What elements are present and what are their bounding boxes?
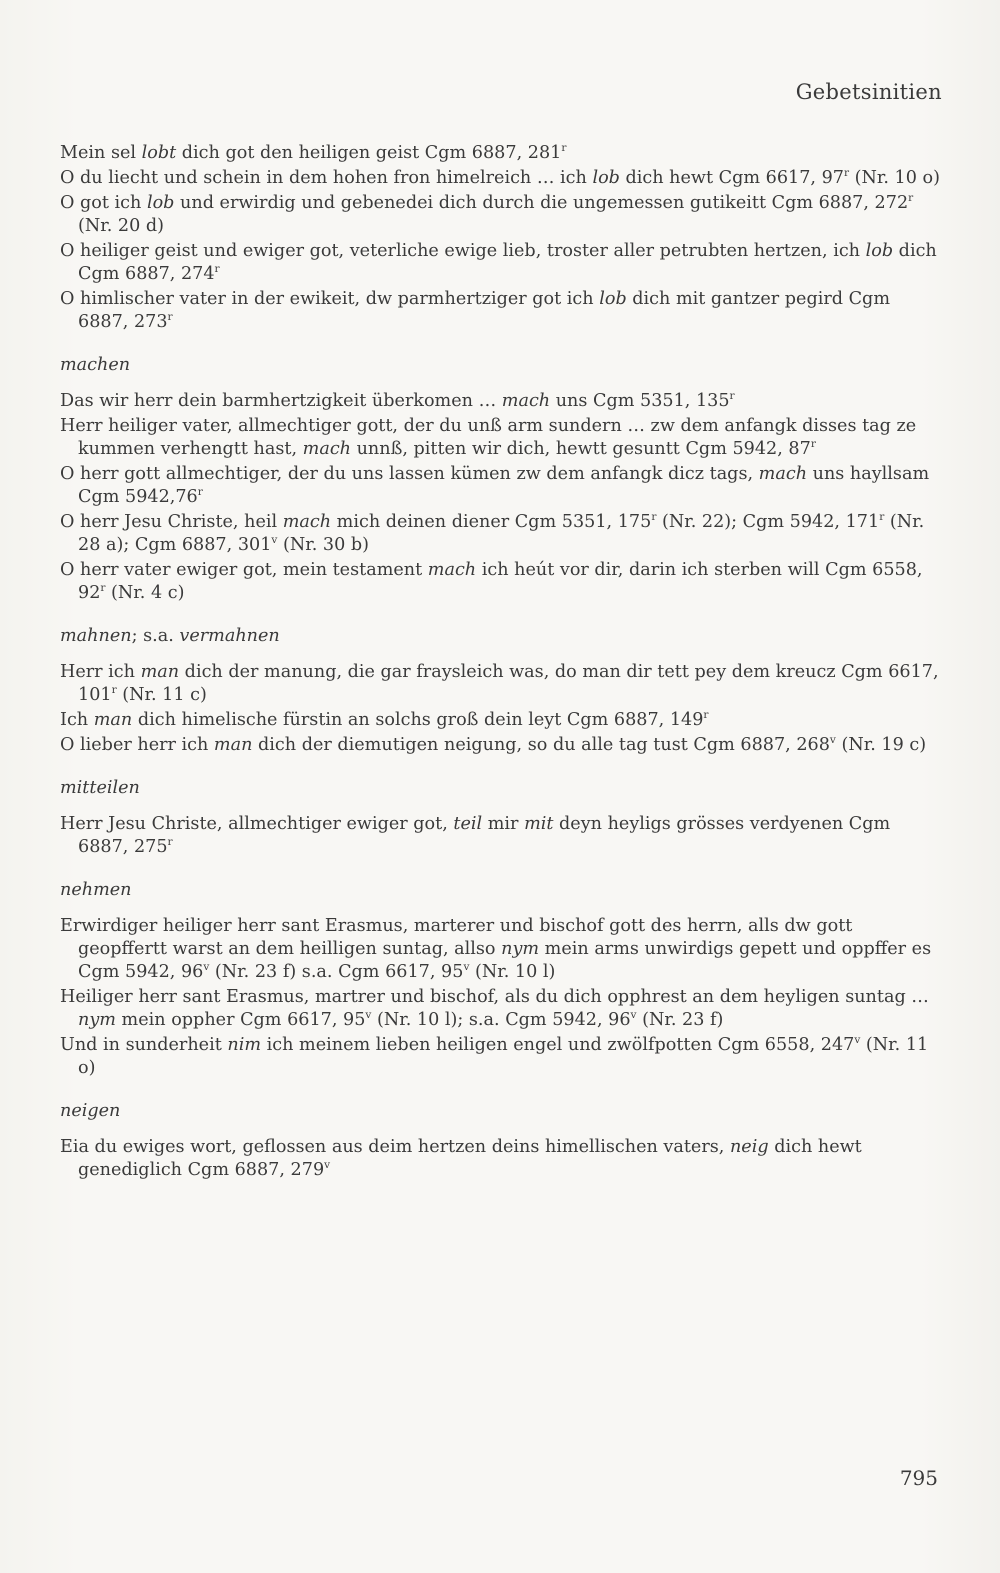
index-entry: O heiliger geist und ewiger got, veterliche ewige lieb, troster aller petrubten hertzen, ich lob dich Cgm 6887, 274$^r$	[60, 241, 937, 284]
folio-side: r	[100, 582, 106, 595]
folio-side: v	[271, 534, 278, 547]
folio-side: r	[908, 192, 914, 205]
section-heading: mahnen; s.a. vermahnen	[60, 626, 280, 646]
folio-side: r	[197, 486, 203, 499]
keyword: mach	[302, 439, 351, 459]
folio-side: v	[463, 961, 470, 974]
section-heading: mitteilen	[60, 778, 140, 798]
keyword: lob	[599, 289, 627, 309]
index-entry: Mein sel lobt dich got den heiligen geist Cgm 6887, 281$^r$	[60, 142, 567, 163]
keyword: mach	[501, 391, 551, 411]
folio-side: r	[879, 511, 885, 524]
folio-side: r	[651, 511, 657, 524]
folio-side: v	[829, 734, 836, 747]
index-entry: O lieber herr ich man dich der diemutigen neigung, so du alle tag tust Cgm 6887, 268$^v$ (Nr. 19 c)	[60, 734, 927, 755]
folio-side: r	[703, 709, 709, 722]
keyword: lob	[592, 168, 620, 188]
section-heading: neigen	[60, 1101, 121, 1121]
folio-side: v	[365, 1009, 372, 1022]
folio-side: r	[810, 438, 816, 451]
keyword: neig	[729, 1137, 769, 1157]
index-entry: Und in sunderheit nim ich meinem lieben heiligen engel und zwölfpotten Cgm 6558, 247$^v$ (Nr. 11 o)	[60, 1034, 929, 1078]
keyword: lob	[146, 193, 175, 213]
folio-side: r	[214, 263, 220, 276]
index-entry: O himlischer vater in der ewikeit, dw parmhertziger got ich lob dich mit gantzer pegird Cgm 6887, 273$^r$	[60, 289, 891, 332]
folio-side: r	[111, 684, 117, 697]
keyword: mach	[758, 464, 808, 484]
index-content	[60, 142, 942, 1184]
folio-side: r	[844, 167, 850, 180]
index-entry: O du liecht und schein in dem hohen fron himelreich … ich lob dich hewt Cgm 6617, 97$^r$ (Nr. 10 o)	[60, 167, 940, 188]
index-entry: Herr ich man dich der manung, die gar fraysleich was, do man dir tett pey dem kreucz Cgm 6617, 101$^r$ (Nr. 11 c)	[60, 662, 939, 705]
running-header: Gebetsinitien	[795, 80, 942, 104]
folio-side: v	[203, 961, 210, 974]
folio-side: v	[854, 1034, 861, 1047]
index-entry: Erwirdiger heiliger herr sant Erasmus, marterer und bischof gott des herrn, alls dw gott geopffertt warst an dem heilligen suntag, allso nym mein arms unwirdigs gepett und oppffer es Cgm 5942, 96$^v$ (Nr. 23 f) s.a. Cgm 6617, 95$^v$ (Nr. 10 l)	[60, 916, 932, 982]
index-entry: Das wir herr dein barmhertzigkeit überkomen … mach uns Cgm 5351, 135$^r$	[60, 390, 735, 411]
keyword: man	[93, 710, 133, 730]
index-entry: Herr heiliger vater, allmechtiger gott, der du unß arm sundern … zw dem anfangk disses tag ze kummen verhengtt hast, mach unnß, pitten wir dich, hewtt gesuntt Cgm 5942, 87$^r$	[60, 416, 917, 459]
index-entry: Heiliger herr sant Erasmus, martrer und bischof, als du dich opphrest an dem heyligen suntag … nym mein oppher Cgm 6617, 95$^v$ (Nr. 10 l); s.a. Cgm 5942, 96$^v$ (Nr. 23 f)	[60, 987, 929, 1030]
folio-side: r	[167, 311, 173, 324]
folio-side: v	[630, 1009, 637, 1022]
index-entry: Herr Jesu Christe, allmechtiger ewiger got, teil mir mit deyn heyligs grösses verdyenen Cgm 6887, 275$^r$	[60, 814, 891, 857]
page-number: 795	[899, 1466, 938, 1490]
keyword: nym	[501, 939, 540, 959]
keyword: mach	[282, 512, 332, 532]
folio-side: r	[729, 390, 735, 403]
folio-side: r	[561, 142, 567, 155]
keyword: lob	[865, 241, 894, 261]
keyword: mit	[524, 814, 554, 834]
keyword: teil	[453, 814, 483, 834]
keyword: man	[140, 662, 180, 682]
keyword: mach	[427, 560, 477, 580]
index-entry: O got ich lob und erwirdig und gebenedei dich durch die ungemessen gutikeitt Cgm 6887, 272$^r$ (Nr. 20 d)	[60, 192, 914, 236]
index-entry: Eia du ewiges wort, geflossen aus deim hertzen deins himellischen vaters, neig dich hewt genediglich Cgm 6887, 279$^v$	[60, 1137, 862, 1180]
keyword: man	[213, 735, 253, 755]
index-entry: O herr gott allmechtiger, der du uns lassen kümen zw dem anfangk dicz tags, mach uns hayllsam Cgm 5942,76$^r$	[60, 464, 930, 507]
section-heading: machen	[60, 355, 131, 375]
keyword: nym	[78, 1010, 116, 1030]
index-entry: O herr vater ewiger got, mein testament mach ich heút vor dir, darin ich sterben will Cgm 6558, 92$^r$ (Nr. 4 c)	[60, 560, 923, 603]
folio-side: v	[324, 1159, 331, 1172]
keyword: nim	[227, 1035, 262, 1055]
section-heading: nehmen	[60, 880, 132, 900]
index-entry: O herr Jesu Christe, heil mach mich deinen diener Cgm 5351, 175$^r$ (Nr. 22); Cgm 5942, 171$^r$ (Nr. 28 a); Cgm 6887, 301$^v$ (Nr. 30 b)	[60, 511, 925, 555]
keyword: lobt	[141, 143, 177, 163]
index-entry: Ich man dich himelische fürstin an solchs groß dein leyt Cgm 6887, 149$^r$	[60, 709, 709, 730]
folio-side: r	[167, 836, 173, 849]
